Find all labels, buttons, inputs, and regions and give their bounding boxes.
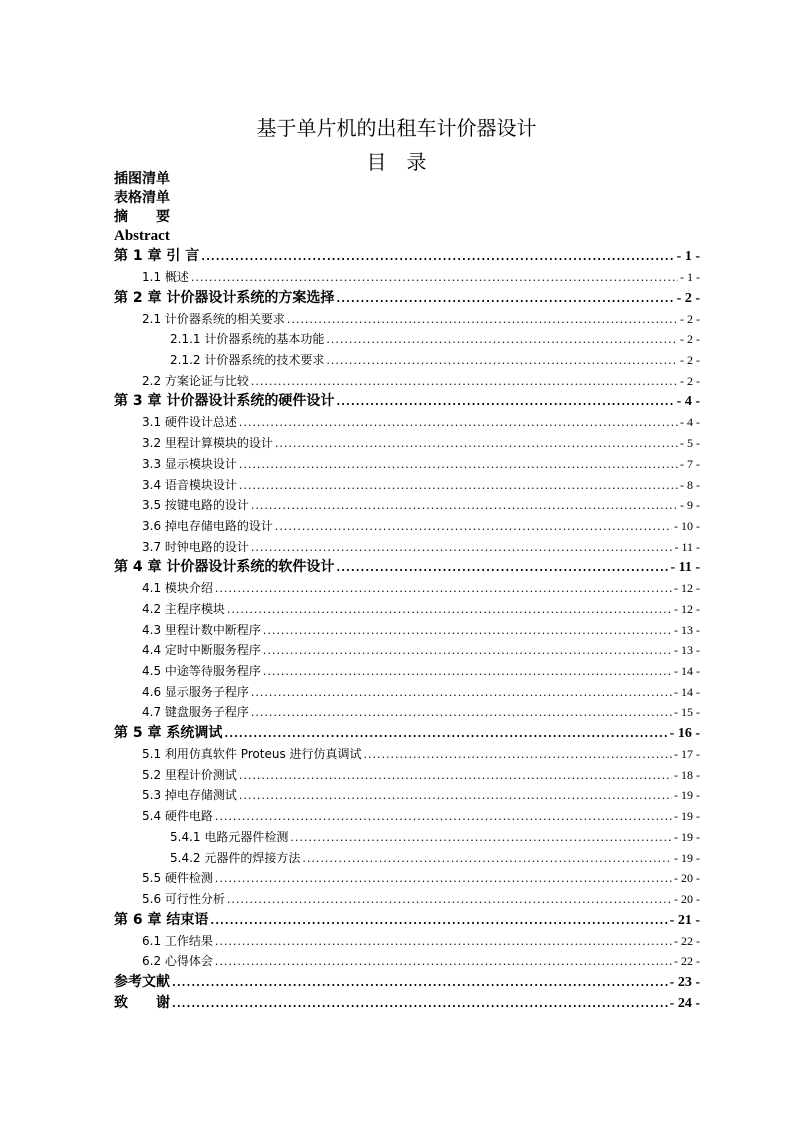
toc-entry-label: 第 2 章 计价器设计系统的方案选择 [114,289,335,306]
toc-entry-page: - 22 - [674,954,700,969]
toc-entry[interactable] [114,931,700,952]
toc-entry-label: 5.4 硬件电路 [142,809,213,824]
toc-entry-label: 4.5 中途等待服务程序 [142,664,261,678]
toc-entry-label: 5.6 可行性分析 [142,891,225,906]
toc-entry-page: - 8 - [680,477,700,492]
toc-leader-dots [263,641,672,662]
toc-leader-dots [239,413,678,434]
toc-entry[interactable] [114,868,700,889]
toc-entry-page: - 21 - [669,912,700,928]
toc-leader-dots [251,496,678,517]
toc-entry[interactable] [114,599,700,620]
toc-entry[interactable] [114,972,700,993]
toc-entry-label: 参考文献 [114,973,170,990]
toc-entry-page: - 19 - [674,809,700,824]
toc-leader-dots [263,621,672,642]
toc-entry-label: 6.1 工作结果 [142,933,213,948]
toc-leader-dots [290,828,672,849]
toc-entry-label: 3.4 语音模块设计 [142,477,237,492]
toc-entry[interactable] [114,329,700,350]
toc-entry-page: - 2 - [680,353,700,368]
toc-entry-page: - 19 - [674,850,700,865]
toc-leader-dots [239,766,672,787]
toc-leader-dots [336,288,674,309]
toc-entry-label: 6.2 心得体会 [142,954,213,969]
toc-leader-dots [263,662,672,683]
toc-entry-label: 2.2 方案论证与比较 [142,373,249,388]
toc-entry-label: 2.1 计价器系统的相关要求 [142,311,285,326]
table-of-contents [114,170,700,1014]
toc-entry[interactable] [114,910,700,931]
toc-entry[interactable] [114,537,700,558]
toc-entry-label: 5.5 硬件检测 [142,871,213,886]
toc-entry-label: 5.4.1 电路元器件检测 [170,829,289,844]
toc-entry[interactable] [114,454,700,475]
toc-entry-page: - 14 - [674,664,700,678]
toc-leader-dots [227,600,672,621]
toc-leader-dots [210,910,667,931]
toc-leader-dots [336,391,674,412]
toc-entry-page: - 2 - [680,332,700,347]
toc-entry-label: 4.7 键盘服务子程序 [142,705,249,720]
toc-leader-dots [251,683,672,704]
toc-entry-page: - 20 - [674,891,700,906]
toc-leader-dots [215,932,672,953]
toc-entry-page: - 22 - [674,933,700,948]
toc-leader-dots [275,517,672,538]
toc-entry[interactable] [114,267,700,288]
toc-leader-dots [172,972,668,993]
toc-leader-dots [364,745,672,766]
toc-leader-dots [251,703,672,724]
toc-entry-page: - 19 - [674,788,700,803]
toc-entry[interactable] [114,848,700,869]
toc-entry-label: 5.2 里程计价测试 [142,767,237,782]
toc-entry[interactable] [114,951,700,972]
toc-entry[interactable] [114,661,700,682]
toc-leader-dots [302,849,672,870]
toc-entry[interactable] [114,246,700,267]
toc-entry[interactable] [114,288,700,309]
toc-entry-page: - 16 - [669,726,700,742]
toc-entry-page: - 1 - [680,270,700,284]
toc-entry[interactable] [114,475,700,496]
toc-entry[interactable] [114,433,700,454]
toc-leader-dots [239,476,678,497]
toc-entry-label: 4.3 里程计数中断程序 [142,622,261,637]
toc-entry-page: - 17 - [674,747,700,762]
toc-entry-page: - 15 - [674,705,700,720]
toc-entry[interactable] [114,557,700,578]
toc-entry-page: - 12 - [674,601,700,616]
toc-entry-label: 致 谢 [114,994,170,1011]
toc-leader-dots [275,434,678,455]
toc-entry[interactable] [114,578,700,599]
toc-entries [114,246,700,1014]
toc-leader-dots [191,268,678,289]
toc-entry-label: 5.1 利用仿真软件 Proteus 进行仿真调试 [142,747,362,762]
toc-entry-label: 第 5 章 系统调试 [114,725,223,742]
toc-entry-page: - 11 - [670,560,700,576]
toc-entry-page: - 12 - [674,581,700,596]
toc-entry-page: - 4 - [680,415,700,430]
toc-entry-page: - 10 - [674,518,700,533]
toc-heading: 目 录 [366,150,427,174]
toc-entry[interactable] [114,620,700,641]
toc-entry-label: 2.1.2 计价器系统的技术要求 [170,353,325,368]
front-matter-abstract-cn[interactable]: 摘 要 [114,209,170,225]
toc-leader-dots [239,786,672,807]
toc-leader-dots [326,351,678,372]
toc-entry-label: 5.3 掉电存储测试 [142,788,237,803]
toc-leader-dots [227,890,672,911]
toc-entry-label: 2.1.1 计价器系统的基本功能 [170,332,325,347]
document-title: 基于单片机的出租车计价器设计 [256,116,537,140]
toc-entry[interactable] [114,889,700,910]
toc-entry[interactable] [114,640,700,661]
toc-entry[interactable] [114,806,700,827]
toc-entry-page: - 11 - [674,539,700,554]
toc-leader-dots [251,538,673,559]
toc-entry-page: - 19 - [674,829,700,844]
toc-entry-page: - 4 - [676,394,700,410]
toc-entry-label: 3.5 按键电路的设计 [142,498,249,513]
toc-entry-page: - 18 - [674,767,700,782]
toc-entry-label: 3.7 时钟电路的设计 [142,539,249,554]
toc-entry[interactable] [114,350,700,371]
toc-entry-page: - 24 - [669,995,700,1011]
toc-entry[interactable] [114,827,700,848]
toc-entry-page: - 2 - [680,311,700,326]
toc-leader-dots [287,310,678,331]
toc-entry-label: 5.4.2 元器件的焊接方法 [170,850,301,865]
toc-entry-label: 3.3 显示模块设计 [142,456,237,471]
front-matter-tables[interactable]: 表格清单 [114,190,170,206]
toc-entry[interactable] [114,744,700,765]
toc-entry-page: - 9 - [680,498,700,513]
toc-entry-page: - 20 - [674,871,700,886]
toc-entry[interactable] [114,993,700,1014]
toc-entry[interactable] [114,723,700,744]
toc-entry-page: - 2 - [680,373,700,388]
toc-leader-dots [239,455,678,476]
toc-entry[interactable] [114,309,700,330]
toc-entry-label: 第 1 章 引 言 [114,248,200,264]
toc-leader-dots [251,372,678,393]
toc-entry-label: 4.4 定时中断服务程序 [142,643,261,658]
toc-entry-label: 第 6 章 结束语 [114,911,209,928]
toc-leader-dots [215,869,672,890]
toc-leader-dots [215,807,672,828]
toc-entry-label: 3.2 里程计算模块的设计 [142,436,273,451]
toc-entry[interactable] [114,702,700,723]
toc-entry-page: - 13 - [674,643,700,658]
toc-entry-page: - 1 - [676,249,700,264]
toc-leader-dots [215,579,672,600]
toc-entry[interactable] [114,495,700,516]
toc-entry-label: 第 4 章 计价器设计系统的软件设计 [114,559,335,576]
toc-entry-label: 3.6 掉电存储电路的设计 [142,518,273,533]
toc-entry[interactable] [114,516,700,537]
toc-leader-dots [215,952,672,973]
toc-entry-page: - 5 - [680,436,700,451]
toc-entry[interactable] [114,682,700,703]
toc-entry-page: - 23 - [669,974,700,990]
toc-entry-label: 3.1 硬件设计总述 [142,415,237,430]
toc-entry-label: 4.1 模块介绍 [142,581,213,596]
toc-entry-page: - 2 - [676,290,700,306]
toc-entry[interactable] [114,391,700,412]
toc-entry[interactable] [114,765,700,786]
toc-entry-page: - 14 - [674,684,700,699]
toc-entry[interactable] [114,371,700,392]
toc-entry-label: 1.1 概述 [142,270,189,284]
toc-leader-dots [326,330,678,351]
toc-leader-dots [172,993,668,1014]
toc-entry-label: 4.2 主程序模块 [142,601,225,616]
toc-entry-page: - 7 - [680,456,700,471]
toc-leader-dots [336,557,668,578]
toc-entry-label: 第 3 章 计价器设计系统的硬件设计 [114,393,335,410]
front-matter-abstract-en[interactable]: Abstract [114,228,170,244]
toc-leader-dots [201,246,674,267]
toc-entry[interactable] [114,412,700,433]
front-matter-figures[interactable]: 插图清单 [114,171,170,187]
toc-leader-dots [224,723,667,744]
toc-entry[interactable] [114,785,700,806]
toc-entry-page: - 13 - [674,622,700,637]
toc-entry-label: 4.6 显示服务子程序 [142,684,249,699]
